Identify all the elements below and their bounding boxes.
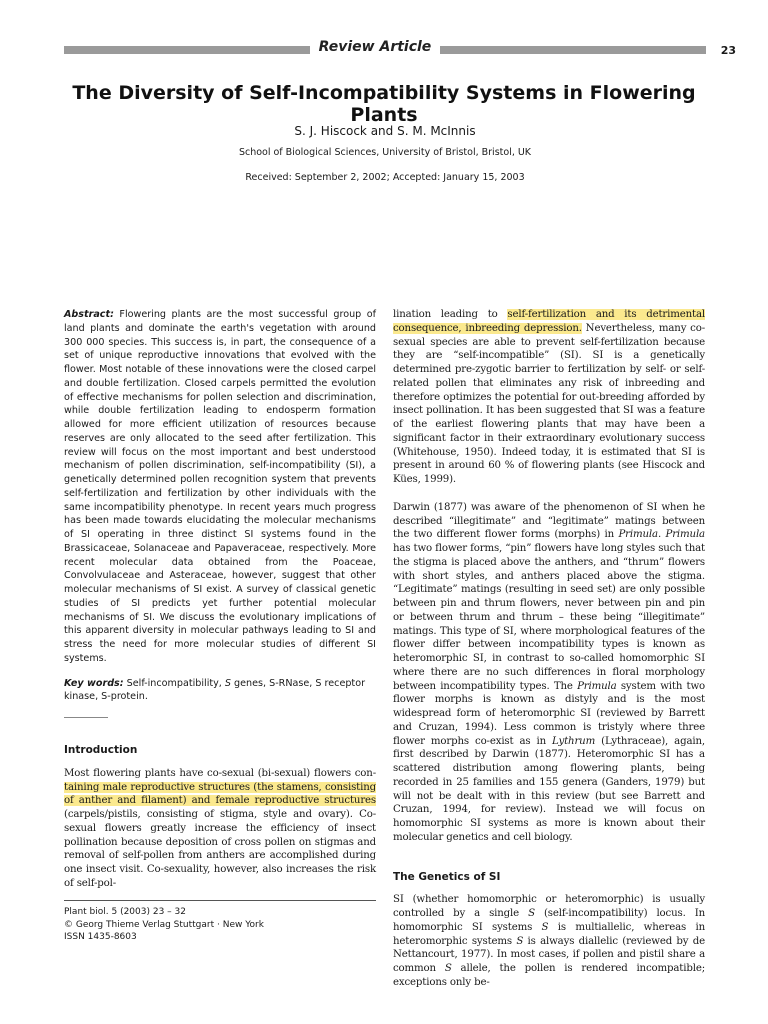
introduction-heading: Introduction bbox=[64, 744, 138, 756]
received-date: Received: September 2, 2002; Accepted: January 15, 2003 bbox=[245, 172, 525, 183]
affiliation: School of Biological Sciences, University of Bristol, Bristol, UK bbox=[238, 147, 532, 158]
genetics-heading: The Genetics of SI bbox=[393, 870, 501, 883]
publisher: © Georg Thieme Verlag Stuttgart · New York bbox=[64, 919, 264, 930]
abstract-text: Flowering plants are the most successful group of land plants and dominate the earth's vegetation with around 300 000 species. This success is, in part, the consequence of a set of unique reproductive innovations that evolved with the flower. Most notable of these innovations were the closed carpel and double fertilization. Closed carpels permitted the evolution of effective mechanisms for pollen selection and discrimination, while double fertilization leading to endosperm formation allowed for more efficient utilization of resources because reserves are only allocated to the seed after fertilization. This review will focus on the most important and best understood mechanism of pollen discrimination, self-incompatibility (SI), a genetically determined pollen recognition system that prevents self-fertilization and fertilization by other individuals with the same incompatibility phenotype. In recent years much progress has been made towards elucidating the molecular mechanisms of SI operating in three distinct SI systems found in the Brassicaceae, Solanaceae and Papaveraceae, respectively. More recent molecular data obtained from the Poaceae, Convolvulaceae and Asteraceae, however, suggest that other molecular mechanisms of SI exist. A survey of classical genetic studies of SI predicts yet further potential molecular mechanisms of SI. We discuss the evolutionary implications of this apparent diversity in molecular pathways leading to SI and stress the need for more molecular studies of different SI systems. bbox=[64, 309, 376, 664]
journal-footer bbox=[64, 900, 376, 944]
left-column bbox=[64, 308, 376, 891]
keywords-label: Key words: bbox=[64, 677, 124, 689]
article-title: The Diversity of Self-Incompatibility Systems in Flowering Plants bbox=[72, 82, 696, 126]
issn: ISSN 1435-8603 bbox=[64, 932, 137, 942]
introduction-paragraph: Most flowering plants have co-sexual (bi-sexual) flowers con-taining male reproductive structures (the stamens, consisting of anther and filament) and female reproductive structures (carpels/pistils, consisting of stigma, style and ovary). Co-sexual flowers greatly increase the efficiency of insect pollination because deposition of cross pollen on stigmas and removal of self-pollen from anthers are accomplished during one insect visit. Co-sexuality, however, also increases the risk of self-pol- bbox=[64, 767, 376, 889]
paragraph-genetics: SI (whether homomorphic or heteromorphic) is usually controlled by a single S (self-incompatibility) locus. In homomorphic SI systems S is multiallelic, whereas in heteromorphic systems S is always diallelic (reviewed by de Nettancourt, 1977). In most cases, if pollen and pistil share a common S allele, the pollen is rendered incompatible; exceptions only be- bbox=[393, 894, 705, 988]
authors: S. J. Hiscock and S. M. McInnis bbox=[294, 124, 476, 138]
highlighted-text: taining male reproductive structures (the stamens, consisting of anther and filament) and female reproductive structures bbox=[64, 781, 376, 807]
header-rule-left bbox=[64, 46, 310, 54]
header-rule-right bbox=[440, 46, 706, 54]
section-label: Review Article bbox=[318, 39, 432, 55]
abstract-label: Abstract: bbox=[64, 309, 114, 320]
citation: Plant biol. 5 (2003) 23 – 32 bbox=[64, 907, 186, 917]
keywords: Key words: Self-incompatibility, S genes, S-RNase, S receptor kinase, S-protein. bbox=[64, 677, 366, 703]
page-number: 23 bbox=[720, 44, 736, 57]
highlighted-text: self-fertilization and its detrimental consequence, inbreeding depression. bbox=[393, 309, 705, 334]
paragraph-darwin: Darwin (1877) was aware of the phenomenon of SI when he described “illegitimate” and “legitimate” matings between the two different flower forms (morphs) in Primula. Primula has two flower forms, “pin” flowers have long styles such that the stigma is placed above the anthers, and “thrum” flowers with short styles, and anthers placed above the stigma. “Legitimate” matings (resulting in seed set) are only possible between pin and thrum flowers, never between pin and pin or between thrum and thrum – these being “illegitimate” matings. This type of SI, where morphological features of the flower differ between incompatibility types is known as heteromorphic SI, in contrast to so-called homomorphic SI where there are no such differences in floral morphology between incompatibility types. The Primula system with two flower morphs is known as distyly and is the most widespread form of heteromorphic SI (reviewed by Barrett and Cruzan, 1994). Less common is tristyly where three flower morphs co-exist as in Lythrum (Lythraceae), again, first described by Darwin (1877). Heteromorphic SI has a scattered distribution among flowering plants, being recorded in 25 families and 155 genera (Ganders, 1979) but will not be dealt with in this review (but see Barrett and Cruzan, 1994, for review). Instead we will focus on homomorphic SI systems as more is known about their molecular genetics and cell biology. bbox=[393, 501, 706, 843]
right-column bbox=[393, 308, 705, 990]
keywords-divider bbox=[64, 717, 108, 718]
abstract bbox=[64, 308, 376, 666]
paragraph-self-incompatible: lination leading to self-fertilization and its detrimental consequence, inbreeding depression. Nevertheless, many co-sexual species are able to prevent self-fertilization because they are “self-incompatible” (SI). SI is a genetically determined pre-zygotic barrier to fertilization by self- or self-related pollen that eliminates any risk of inbreeding and therefore optimizes the potential for out-breeding afforded by insect pollination. It has been suggested that SI was a feature of the earliest flowering plants that may have been a significant factor in their extraordinary evolutionary success (Whitehouse, 1950). Indeed today, it is estimated that SI is present in around 60 % of flowering plants (see Hiscock and Kües, 1999). bbox=[393, 309, 705, 485]
